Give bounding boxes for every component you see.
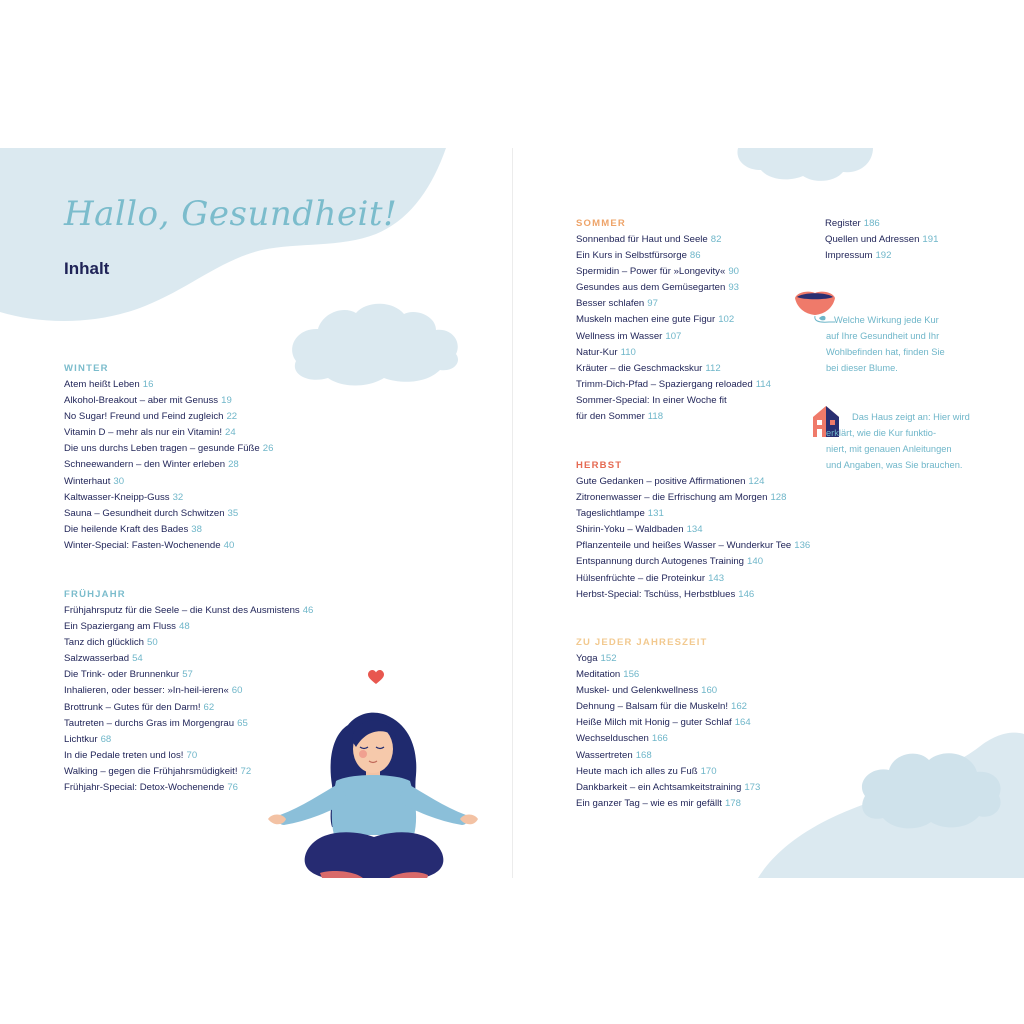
toc-entry	[576, 329, 771, 345]
toc-entry-title: Dankbarkeit – ein Achtsamkeitstraining	[576, 781, 742, 793]
toc-entry-title: Die uns durchs Leben tragen – gesunde Füße	[64, 443, 260, 455]
toc-page-number: 76	[227, 782, 239, 794]
toc-page-number: 114	[755, 378, 771, 390]
toc-entry-title: Kaltwasser-Kneipp-Guss	[64, 491, 170, 503]
toc-page-number: 107	[665, 330, 682, 342]
toc-entry-title: Quellen und Adressen	[825, 234, 920, 246]
toc-page-number: 124	[748, 476, 765, 487]
toc-entry	[576, 715, 760, 731]
toc-entry	[576, 296, 771, 312]
toc-page-number: 143	[708, 572, 725, 584]
toc-page-number: 110	[620, 346, 636, 358]
entry-list	[825, 216, 938, 264]
toc-entry	[64, 683, 313, 699]
toc-page-number: 131	[647, 508, 664, 520]
toc-entry	[576, 651, 760, 667]
toc-page-number: 35	[227, 507, 239, 519]
meditating-woman-illustration	[262, 703, 482, 878]
toc-entry-title: Pflanzenteile und heißes Wasser – Wunderkur Tee	[576, 540, 792, 552]
toc-entry	[64, 441, 273, 457]
toc-entry-title: Sommer-Special: In einer Woche fit	[576, 394, 727, 406]
toc-page-number: 86	[689, 250, 701, 262]
toc-entry	[64, 651, 313, 667]
toc-entry	[576, 796, 760, 812]
toc-page-number: 112	[705, 362, 721, 374]
toc-page-number: 57	[182, 669, 193, 681]
toc-page-number: 65	[237, 717, 248, 729]
toc-page-number: 68	[100, 733, 112, 745]
book-spread	[0, 148, 1024, 878]
page-title: Hallo, Gesundheit!	[64, 194, 398, 234]
toc-page-number: 97	[647, 298, 658, 310]
toc-entry	[576, 345, 771, 361]
toc-entry-title: Zitronenwasser – die Erfrischung am Morgen	[576, 492, 768, 504]
toc-page-number: 136	[794, 540, 811, 552]
toc-page-number: 38	[191, 523, 202, 535]
section-heading: SOMMER	[576, 218, 626, 229]
toc-entry	[576, 683, 760, 699]
toc-entry	[576, 554, 810, 570]
toc-entry-title: Spermidin – Power für »Longevity«	[576, 266, 726, 278]
toc-entry	[576, 748, 760, 764]
toc-entry	[64, 522, 273, 538]
note-line: und Angaben, was Sie brauchen.	[826, 460, 963, 470]
toc-entry	[576, 506, 810, 522]
note-line: bei dieser Blume.	[826, 363, 898, 373]
toc-entry	[64, 538, 273, 554]
toc-entry-title: Inhalieren, oder besser: »In-heil-ieren«	[64, 685, 229, 697]
toc-entry-title: Muskel- und Gelenkwellness	[576, 685, 699, 697]
section-jahreszeit	[576, 635, 760, 812]
toc-entry	[825, 248, 938, 264]
toc-entry	[576, 522, 810, 538]
toc-entry-title: Schneewandern – den Winter erleben	[64, 459, 226, 471]
toc-entry	[576, 248, 771, 264]
toc-entry-title: Hülsenfrüchte – die Proteinkur	[576, 572, 706, 584]
toc-entry	[576, 490, 810, 506]
toc-entry-title: Atem heißt Leben	[64, 379, 140, 390]
toc-page-number: 140	[747, 556, 764, 568]
note-line: Welche Wirkung jede Kur	[834, 315, 939, 325]
toc-page-number: 178	[724, 797, 741, 809]
toc-entry	[576, 409, 771, 425]
toc-entry-title: Impressum	[825, 250, 873, 262]
toc-entry	[576, 780, 760, 796]
toc-page-number: 26	[262, 443, 274, 455]
toc-entry	[576, 361, 771, 377]
toc-entry	[64, 425, 273, 441]
toc-page-number: 62	[203, 701, 215, 713]
toc-entry-title: Wechselduschen	[576, 733, 649, 745]
toc-entry	[64, 667, 313, 683]
toc-entry-title: Vitamin D – mehr als nur ein Vitamin!	[64, 427, 223, 439]
toc-entry	[64, 474, 273, 490]
toc-entry	[825, 216, 938, 232]
toc-entry-title: In die Pedale treten und los!	[64, 749, 184, 761]
section-heading: WINTER	[64, 363, 109, 374]
toc-entry-title: Tautreten – durchs Gras im Morgengrau	[64, 717, 235, 729]
toc-entry-title: Frühjahrsputz für die Seele – die Kunst des Ausmistens	[64, 605, 300, 616]
toc-entry-title: Ein Kurs in Selbstfürsorge	[576, 250, 687, 262]
section-heading: FRÜHJAHR	[64, 589, 126, 600]
toc-entry-title: Ein ganzer Tag – wie es mir gefällt	[576, 797, 722, 809]
toc-entry	[576, 474, 810, 490]
toc-entry-title: Natur-Kur	[576, 346, 618, 358]
toc-entry-title: Shirin-Yoku – Waldbaden	[576, 524, 684, 536]
toc-entry	[576, 764, 760, 780]
toc-entry-title: Meditation	[576, 669, 621, 681]
toc-page-number: 32	[172, 491, 184, 503]
toc-entry	[576, 393, 771, 409]
toc-entry	[576, 264, 771, 280]
toc-entry-title: Alkohol-Breakout – aber mit Genuss	[64, 395, 219, 407]
entry-list	[576, 232, 771, 425]
toc-entry-title: Lichtkur	[64, 733, 98, 745]
toc-entry-title: Sauna – Gesundheit durch Schwitzen	[64, 507, 225, 519]
toc-entry-title: Brottrunk – Gutes für den Darm!	[64, 701, 201, 713]
toc-entry-title: Gesundes aus dem Gemüsegarten	[576, 282, 726, 294]
toc-entry	[576, 571, 810, 587]
section-heading: ZU JEDER JAHRESZEIT	[576, 637, 708, 648]
toc-page-number: 46	[302, 605, 314, 616]
section-sommer	[576, 216, 771, 425]
toc-entry-title: Winterhaut	[64, 475, 111, 487]
left-page	[0, 148, 512, 878]
section-winter	[64, 361, 273, 554]
toc-entry	[576, 538, 810, 554]
toc-page-number: 134	[686, 524, 703, 536]
heart-icon	[368, 670, 384, 685]
toc-entry-title: Wellness im Wasser	[576, 330, 663, 342]
note-line: auf Ihre Gesundheit und Ihr	[826, 331, 940, 341]
toc-page-number: 30	[113, 475, 125, 487]
toc-entry-title: Kräuter – die Geschmackskur	[576, 362, 703, 374]
toc-entry	[825, 232, 938, 248]
toc-page-number: 166	[651, 733, 668, 745]
toc-page-number: 82	[710, 234, 722, 245]
toc-entry-title: Entspannung durch Autogenes Training	[576, 556, 745, 568]
toc-entry-title: für den Sommer	[576, 411, 645, 423]
toc-page-number: 160	[701, 685, 718, 697]
toc-page-number: 128	[770, 492, 787, 504]
toc-entry-title: Die Trink- oder Brunnenkur	[64, 669, 180, 681]
toc-page-number: 70	[186, 749, 198, 761]
toc-page-number: 170	[700, 765, 717, 777]
toc-entry	[576, 232, 771, 248]
cloud-shape	[0, 148, 446, 321]
entry-list	[576, 474, 810, 603]
toc-entry	[64, 603, 313, 619]
toc-entry-title: Heiße Milch mit Honig – guter Schlaf	[576, 717, 732, 729]
toc-entry	[64, 409, 273, 425]
toc-entry-title: Yoga	[576, 653, 598, 664]
toc-entry-title: Wassertreten	[576, 749, 633, 761]
toc-page-number: 48	[178, 621, 190, 633]
toc-entry-title: Heute mach ich alles zu Fuß	[576, 765, 698, 777]
note-line: niert, mit genauen Anleitungen	[826, 444, 952, 454]
toc-page-number: 50	[147, 637, 158, 649]
entry-list	[576, 651, 760, 812]
note-line: Das Haus zeigt an: Hier wird	[852, 412, 970, 422]
toc-entry-title: Ein Spaziergang am Fluss	[64, 621, 176, 633]
note-line: erklärt, wie die Kur funktio-	[826, 428, 937, 438]
toc-entry	[64, 490, 273, 506]
toc-entry	[64, 393, 273, 409]
toc-page-number: 164	[734, 717, 751, 729]
toc-entry-title: Walking – gegen die Frühjahrsmüdigkeit!	[64, 765, 238, 777]
right-page	[513, 148, 1024, 878]
toc-entry	[576, 699, 760, 715]
toc-entry-title: Besser schlafen	[576, 298, 645, 310]
toc-entry-title: Winter-Special: Fasten-Wochenende	[64, 539, 221, 551]
toc-entry	[576, 377, 771, 393]
toc-page-number: 156	[623, 669, 640, 681]
entry-list	[64, 377, 273, 554]
toc-page-number: 40	[223, 539, 235, 551]
toc-entry	[64, 506, 273, 522]
toc-page-number: 191	[922, 234, 939, 246]
toc-entry	[64, 457, 273, 473]
toc-page-number: 118	[647, 411, 664, 423]
toc-entry	[64, 619, 313, 635]
toc-page-number: 173	[744, 781, 761, 793]
toc-page-number: 152	[600, 653, 617, 664]
toc-page-number: 19	[221, 395, 232, 407]
toc-page-number: 22	[226, 411, 238, 423]
toc-entry-title: Salzwasserbad	[64, 653, 130, 665]
toc-page-number: 192	[875, 250, 892, 262]
toc-entry	[576, 587, 810, 603]
toc-entry-title: Sonnenbad für Haut und Seele	[576, 234, 708, 245]
section-title-inhalt: Inhalt	[64, 259, 110, 278]
toc-entry	[64, 377, 273, 393]
section-heading: HERBST	[576, 460, 623, 471]
toc-entry	[576, 731, 760, 747]
section-herbst	[576, 458, 810, 603]
toc-page-number: 72	[240, 765, 252, 777]
toc-entry-title: No Sugar! Freund und Feind zugleich	[64, 411, 224, 423]
section-extra	[825, 216, 938, 264]
toc-page-number: 90	[728, 266, 739, 278]
toc-page-number: 162	[730, 701, 747, 713]
note-line: Wohlbefinden hat, finden Sie	[826, 347, 945, 357]
toc-page-number: 102	[718, 314, 735, 326]
toc-entry-title: Gute Gedanken – positive Affirmationen	[576, 476, 746, 487]
flower-note	[826, 312, 945, 376]
toc-entry-title: Trimm-Dich-Pfad – Spaziergang reloaded	[576, 378, 753, 390]
toc-entry-title: Tageslichtlampe	[576, 508, 645, 520]
toc-page-number: 28	[228, 459, 239, 471]
toc-entry-title: Tanz dich glücklich	[64, 637, 144, 649]
toc-page-number: 16	[142, 379, 154, 390]
toc-entry-title: Frühjahr-Special: Detox-Wochenende	[64, 782, 225, 794]
toc-entry	[576, 667, 760, 683]
toc-page-number: 54	[132, 653, 143, 665]
house-note	[826, 409, 970, 473]
flower-icon	[793, 290, 837, 326]
toc-page-number: 168	[635, 749, 652, 761]
toc-entry-title: Muskeln machen eine gute Figur	[576, 314, 716, 326]
toc-entry	[576, 280, 771, 296]
toc-page-number: 93	[728, 282, 739, 294]
toc-page-number: 146	[738, 588, 755, 600]
toc-entry	[64, 635, 313, 651]
cloud-shape	[292, 304, 458, 386]
toc-page-number: 186	[863, 218, 880, 229]
toc-entry	[576, 312, 771, 328]
toc-entry-title: Die heilende Kraft des Bades	[64, 523, 189, 535]
cloud-shape	[737, 148, 873, 181]
toc-entry-title: Register	[825, 218, 861, 229]
toc-page-number: 60	[231, 685, 243, 697]
toc-entry-title: Herbst-Special: Tschüss, Herbstblues	[576, 588, 736, 600]
toc-entry-title: Dehnung – Balsam für die Muskeln!	[576, 701, 728, 713]
toc-page-number: 24	[225, 427, 236, 439]
